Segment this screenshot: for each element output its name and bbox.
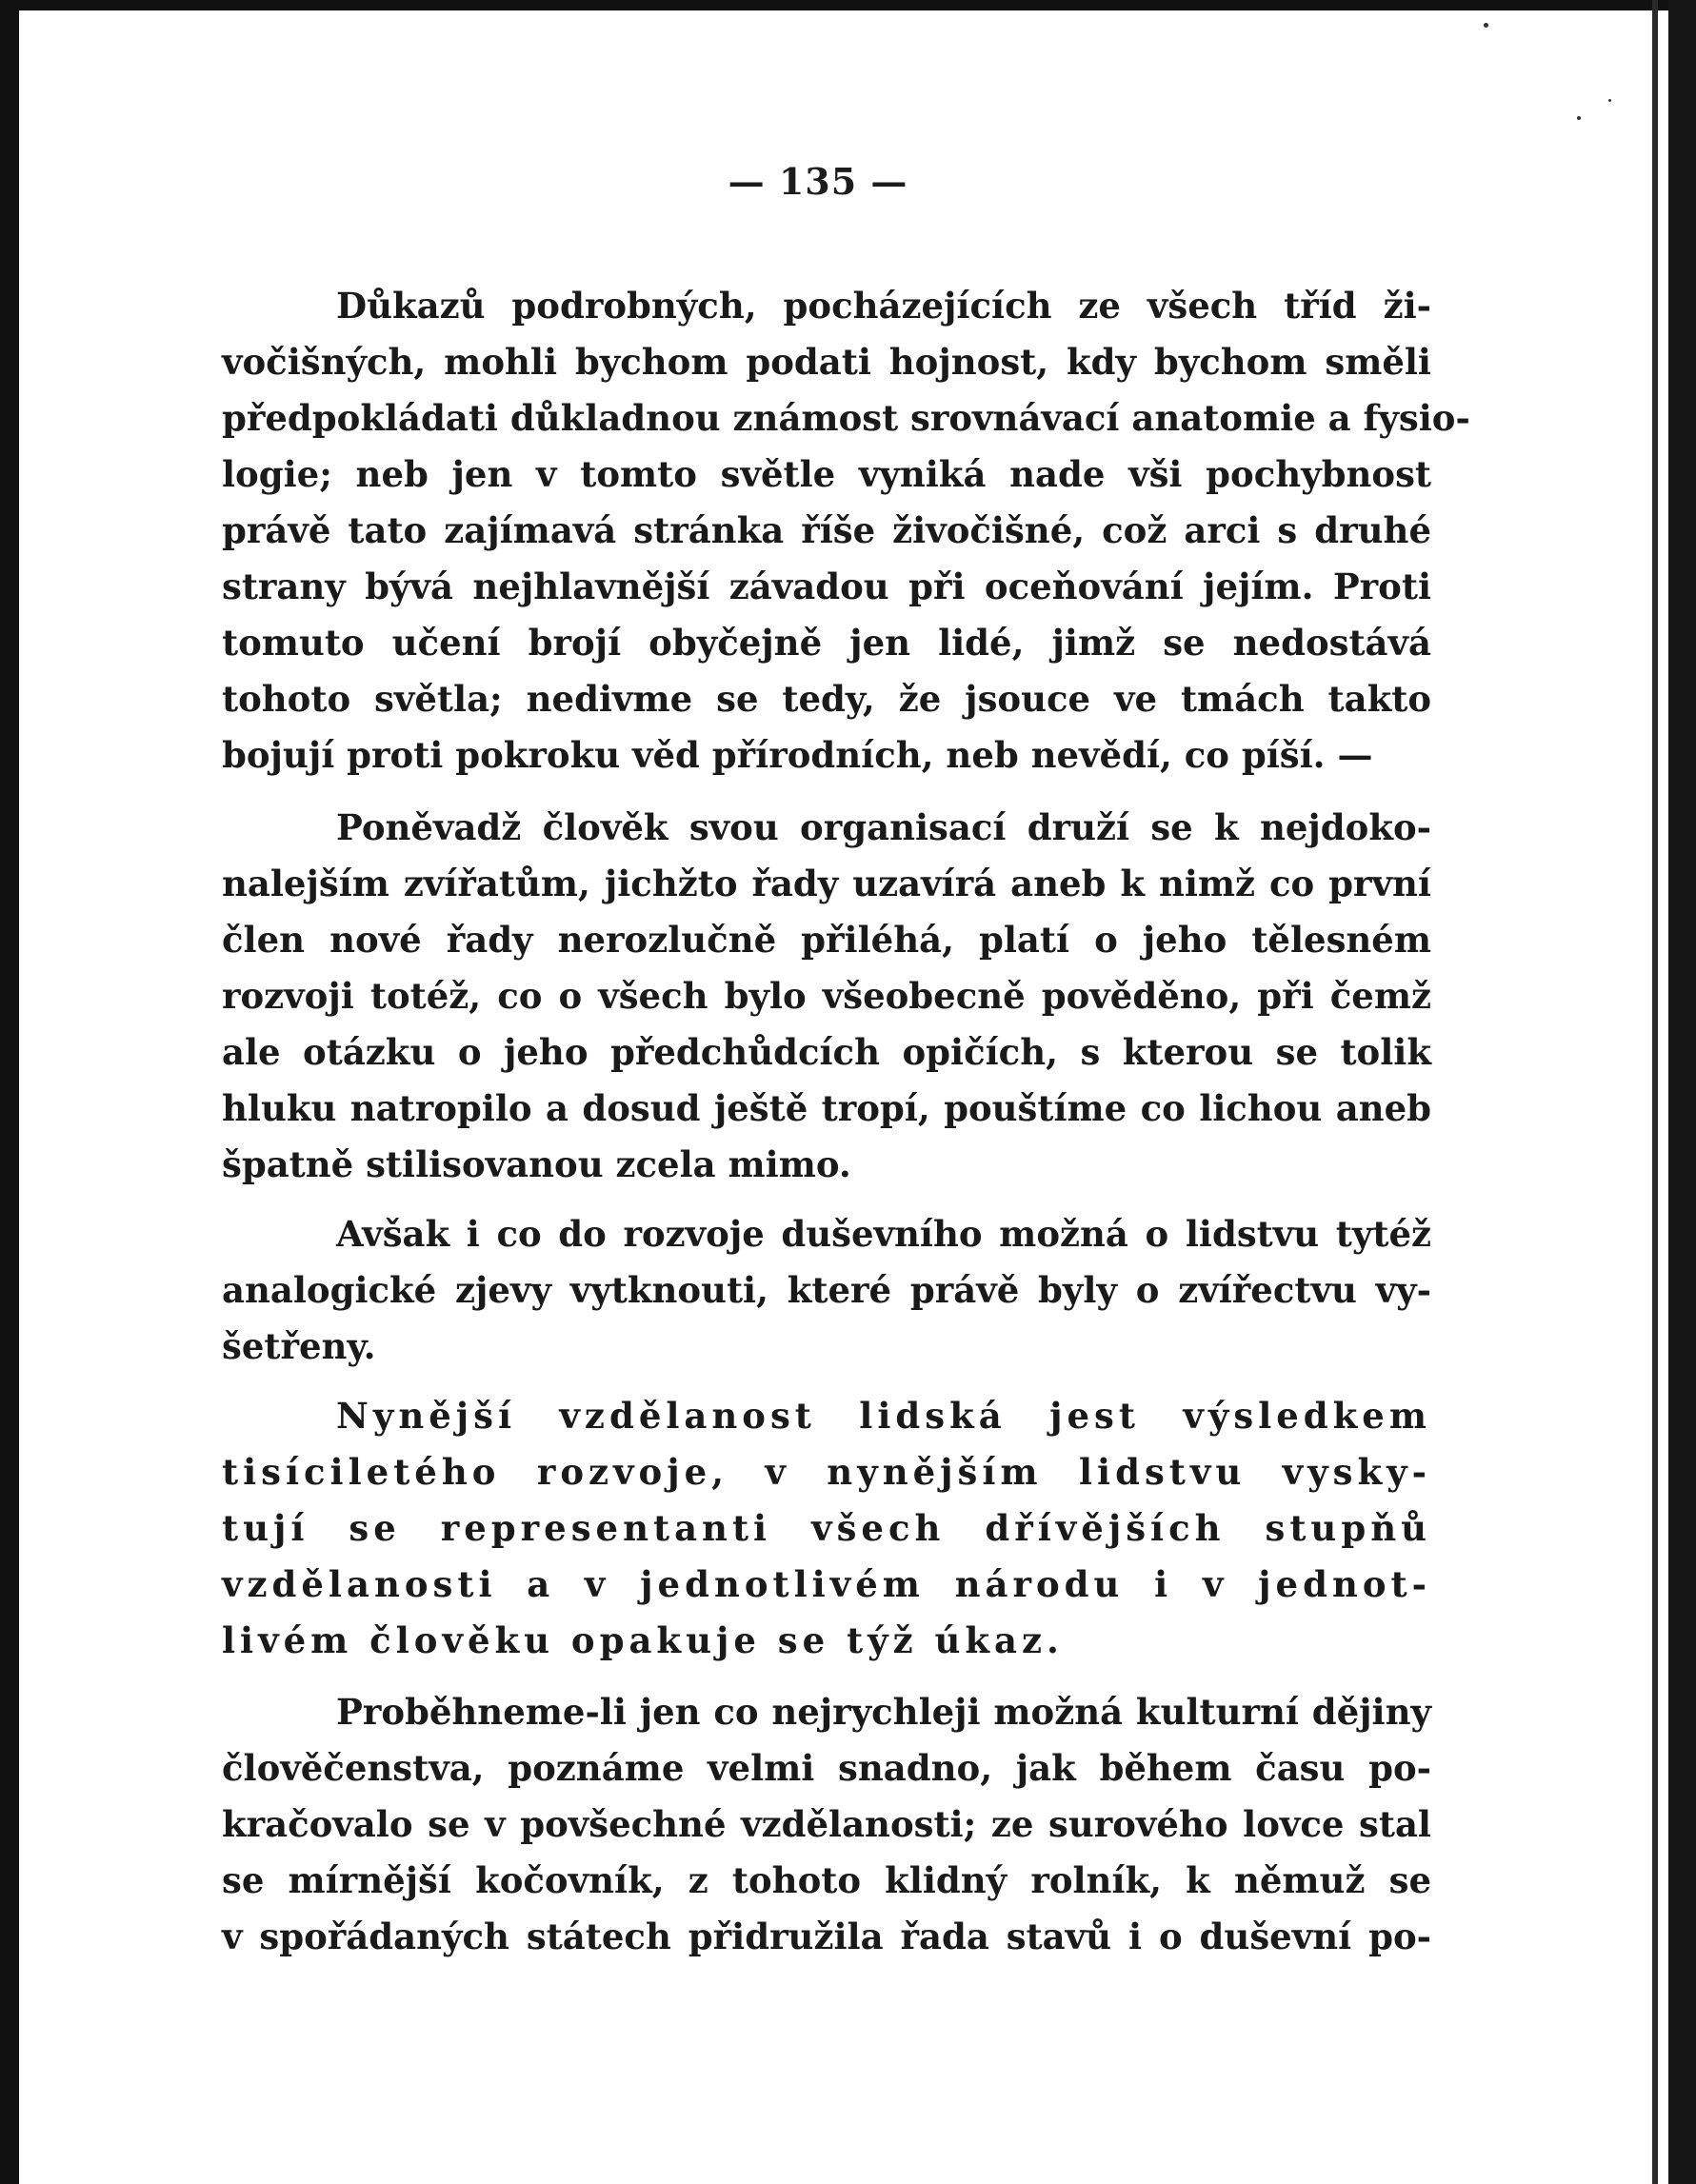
paragraph (222, 800, 1431, 1193)
page-number: — 135 — (728, 160, 908, 203)
text-line: špatně stilisovanou zcela mimo. (222, 1143, 851, 1185)
text-line: Důkazů podrobných, pocházejících ze všech tříd ži- (336, 285, 1431, 327)
text-line: člověčenstva, poznáme velmi snadno, jak během času po- (222, 1747, 1431, 1789)
text-line: Proběhneme-li jen co nejrychleji možná kulturní dějiny (336, 1691, 1431, 1733)
paragraph (222, 1206, 1431, 1375)
text-line: vočišných, mohli bychom podati hojnost, kdy bychom směli (222, 341, 1431, 383)
paragraph (222, 278, 1470, 784)
scan-edge-right (1668, 0, 1696, 2184)
text-line: tují se representanti všech dřívějších stupňů (222, 1507, 1431, 1549)
scan-edge-left (0, 0, 19, 2184)
text-line: analogické zjevy vytknouti, které právě byly o zvířectvu vy- (222, 1269, 1431, 1311)
scan-edge-top (0, 0, 1696, 10)
text-line: Nynější vzdělanost lidská jest výsledkem (336, 1395, 1431, 1437)
text-line: se mírnější kočovník, z tohoto klidný rolník, k němuž se (222, 1859, 1431, 1901)
scan-speck (1608, 99, 1611, 102)
text-line: předpokládati důkladnou známost srovnávací anatomie a fysio- (222, 397, 1470, 439)
text-line: bojují proti pokroku věd přírodních, neb nevědí, co píší. — (222, 734, 1373, 776)
text-line: tohoto světla; nedivme se tedy, že jsouce ve tmách takto (222, 678, 1431, 720)
text-line: Poněvadž člověk svou organisací druží se k nejdoko- (336, 806, 1431, 848)
scan-edge-right-inner (1652, 0, 1658, 2184)
text-line: strany bývá nejhlavnější závadou při oceňování jejím. Proti (222, 566, 1431, 607)
text-line: livém člověku opakuje se týž úkaz. (222, 1619, 1064, 1661)
text-line: kračovalo se v povšechné vzdělanosti; ze surového lovce stal (222, 1803, 1431, 1845)
text-line: člen nové řady nerozlučně přiléhá, platí o jeho tělesném (222, 919, 1431, 961)
paragraph (222, 1684, 1431, 1965)
text-line: Avšak i co do rozvoje duševního možná o lidstvu tytéž (336, 1213, 1431, 1255)
text-line: vzdělanosti a v jednotlivém národu i v jednot- (222, 1563, 1431, 1605)
text-line: v spořádaných státech přidružila řada stavů i o duševní po- (222, 1916, 1431, 1957)
text-line: šetřeny. (222, 1325, 376, 1367)
scan-speck (1484, 23, 1488, 28)
text-line: tisíciletého rozvoje, v nynějším lidstvu vysky- (222, 1451, 1431, 1493)
text-line: hluku natropilo a dosud ještě tropí, pouštíme co lichou aneb (222, 1087, 1431, 1129)
paragraph-emphasized (222, 1388, 1431, 1669)
scan-speck (1577, 116, 1581, 120)
text-line: nalejším zvířatům, jichžto řady uzavírá aneb k nimž co první (222, 863, 1431, 904)
text-line: ale otázku o jeho předchůdcích opičích, s kterou se tolik (222, 1031, 1431, 1073)
text-line: právě tato zajímavá stránka říše živočišné, což arci s druhé (222, 509, 1431, 551)
text-line: logie; neb jen v tomto světle vyniká nade vši pochybnost (222, 453, 1431, 495)
text-line: rozvoji totéž, co o všech bylo všeobecně pověděno, při čemž (222, 975, 1431, 1017)
text-line: tomuto učení brojí obyčejně jen lidé, jimž se nedostává (222, 622, 1431, 664)
